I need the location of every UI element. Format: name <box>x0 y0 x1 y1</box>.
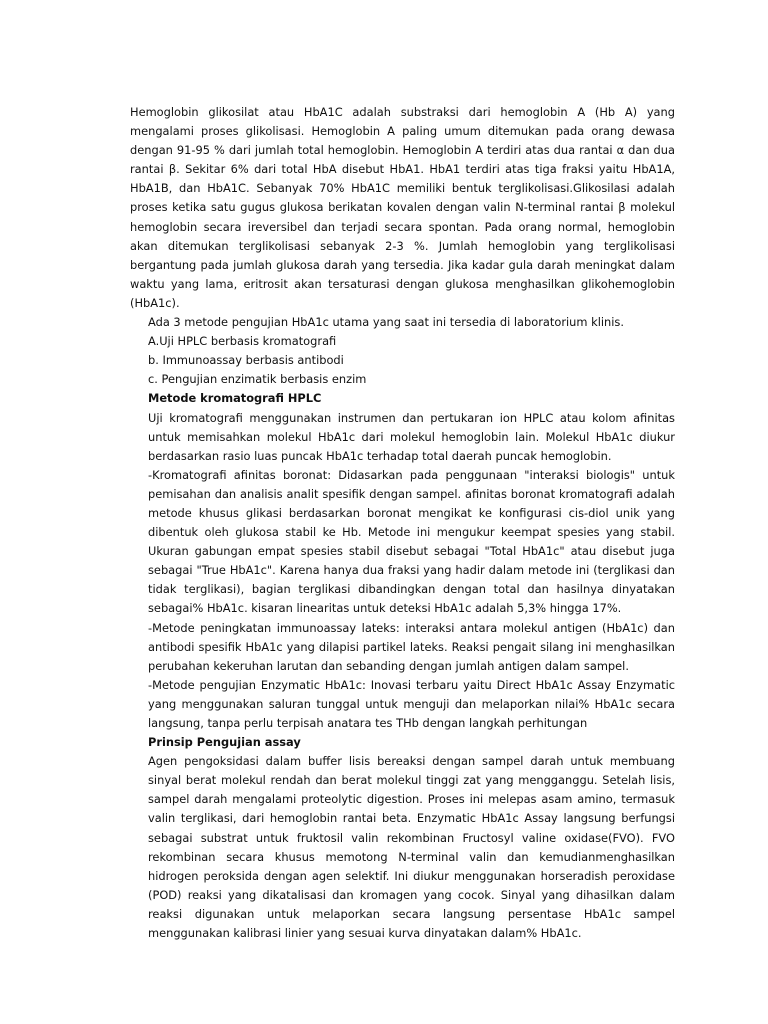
method-item-c: c. Pengujian enzimatik berbasis enzim <box>148 372 367 387</box>
immunoassay-paragraph: -Metode peningkatan immunoassay lateks: interaksi antara molekul antigen (HbA1c) dan antibodi spesifik HbA1c yang dilapisi partikel lateks. Reaksi pengait silang ini menghasilkan perubahan kekeruhan larutan dan sebanding dengan jumlah antigen dalam sampel. <box>148 620 675 673</box>
hplc-paragraph: Uji kromatografi menggunakan instrumen dan pertukaran ion HPLC atau kolom afinitas untuk memisahkan molekul HbA1c dari molekul hemoglobin lain. Molekul HbA1c diukur berdasarkan rasio luas puncak HbA1c terhadap total daerah puncak hemoglobin. <box>148 410 675 463</box>
method-item-b: b. Immunoassay berbasis antibodi <box>148 353 344 368</box>
document-body <box>130 103 675 943</box>
methods-intro: Ada 3 metode pengujian HbA1c utama yang saat ini tersedia di laboratorium klinis. <box>148 315 624 330</box>
heading-assay: Prinsip Pengujian assay <box>148 735 301 750</box>
method-item-a: A.Uji HPLC berbasis kromatografi <box>148 334 337 349</box>
assay-paragraph: Agen pengoksidasi dalam buffer lisis bereaksi dengan sampel darah untuk membuang sinyal berat molekul rendah dan berat molekul tinggi zat yang mengganggu. Setelah lisis, sampel darah mengalami proteolytic digestion. Proses ini melepas asam amino, termasuk valin terglikasi, dari hemoglobin rantai beta. Enzymatic HbA1c Assay langsung berfungsi sebagai substrat untuk fruktosil valin rekombinan Fructosyl valine oxidase(FVO). FVO rekombinan secara khusus memotong N-terminal valin dan kemudianmenghasilkan hidrogen peroksida dengan agen selektif. Ini diukur menggunakan horseradish peroxidase (POD) reaksi yang dikatalisasi dan kromagen yang cocok. Sinyal yang dihasilkan dalam reaksi digunakan untuk melaporkan secara langsung persentase HbA1c sampel menggunakan kalibrasi linier yang sesuai kurva dinyatakan dalam% HbA1c. <box>148 754 675 941</box>
boronate-paragraph: -Kromatografi afinitas boronat: Didasarkan pada penggunaan "interaksi biologis" untuk pemisahan dan analisis analit spesifik dengan sampel. afinitas boronat kromatografi adalah metode khusus glikasi berdasarkan boronat mengikat ke konfigurasi cis-diol unik yang dibentuk oleh glukosa stabil ke Hb. Metode ini mengukur keempat spesies yang stabil. Ukuran gabungan empat spesies stabil disebut sebagai "Total HbA1c" atau disebut juga sebagai "True HbA1c". Karena hanya dua fraksi yang hadir dalam metode ini (terglikasi dan tidak terglikasi), bagian terglikasi dibandingkan dengan total dan hasilnya dinyatakan sebagai% HbA1c. kisaran linearitas untuk deteksi HbA1c adalah 5,3% hingga 17%. <box>148 467 675 616</box>
enzymatic-paragraph: -Metode pengujian Enzymatic HbA1c: Inovasi terbaru yaitu Direct HbA1c Assay Enzymatic yang menggunakan saluran tunggal untuk menguji dan melaporkan nilai% HbA1c secara langsung, tanpa perlu terpisah anatara tes THb dengan langkah perhitungan <box>148 677 675 730</box>
heading-hplc: Metode kromatografi HPLC <box>148 391 322 406</box>
intro-paragraph: Hemoglobin glikosilat atau HbA1C adalah substraksi dari hemoglobin A (Hb A) yang mengalami proses glikolisasi. Hemoglobin A paling umum ditemukan pada orang dewasa dengan 91-95 % dari jumlah total hemoglobin. Hemoglobin A terdiri atas dua rantai α dan dua rantai β. Sekitar 6% dari total HbA disebut HbA1. HbA1 terdiri atas tiga fraksi yaitu HbA1A, HbA1B, dan HbA1C. Sebanyak 70% HbA1C memiliki bentuk terglikolisasi.Glikosilasi adalah proses ketika satu gugus glukosa berikatan kovalen dengan valin N-terminal rantai β molekul hemoglobin secara ireversibel dan terjadi secara spontan. Pada orang normal, hemoglobin akan ditemukan terglikolisasi sebanyak 2-3 %. Jumlah hemoglobin yang terglikolisasi bergantung pada jumlah glukosa darah yang tersedia. Jika kadar gula darah meningkat dalam waktu yang lama, eritrosit akan tersaturasi dengan glukosa menghasilkan glikohemoglobin (HbA1c). <box>130 105 675 310</box>
